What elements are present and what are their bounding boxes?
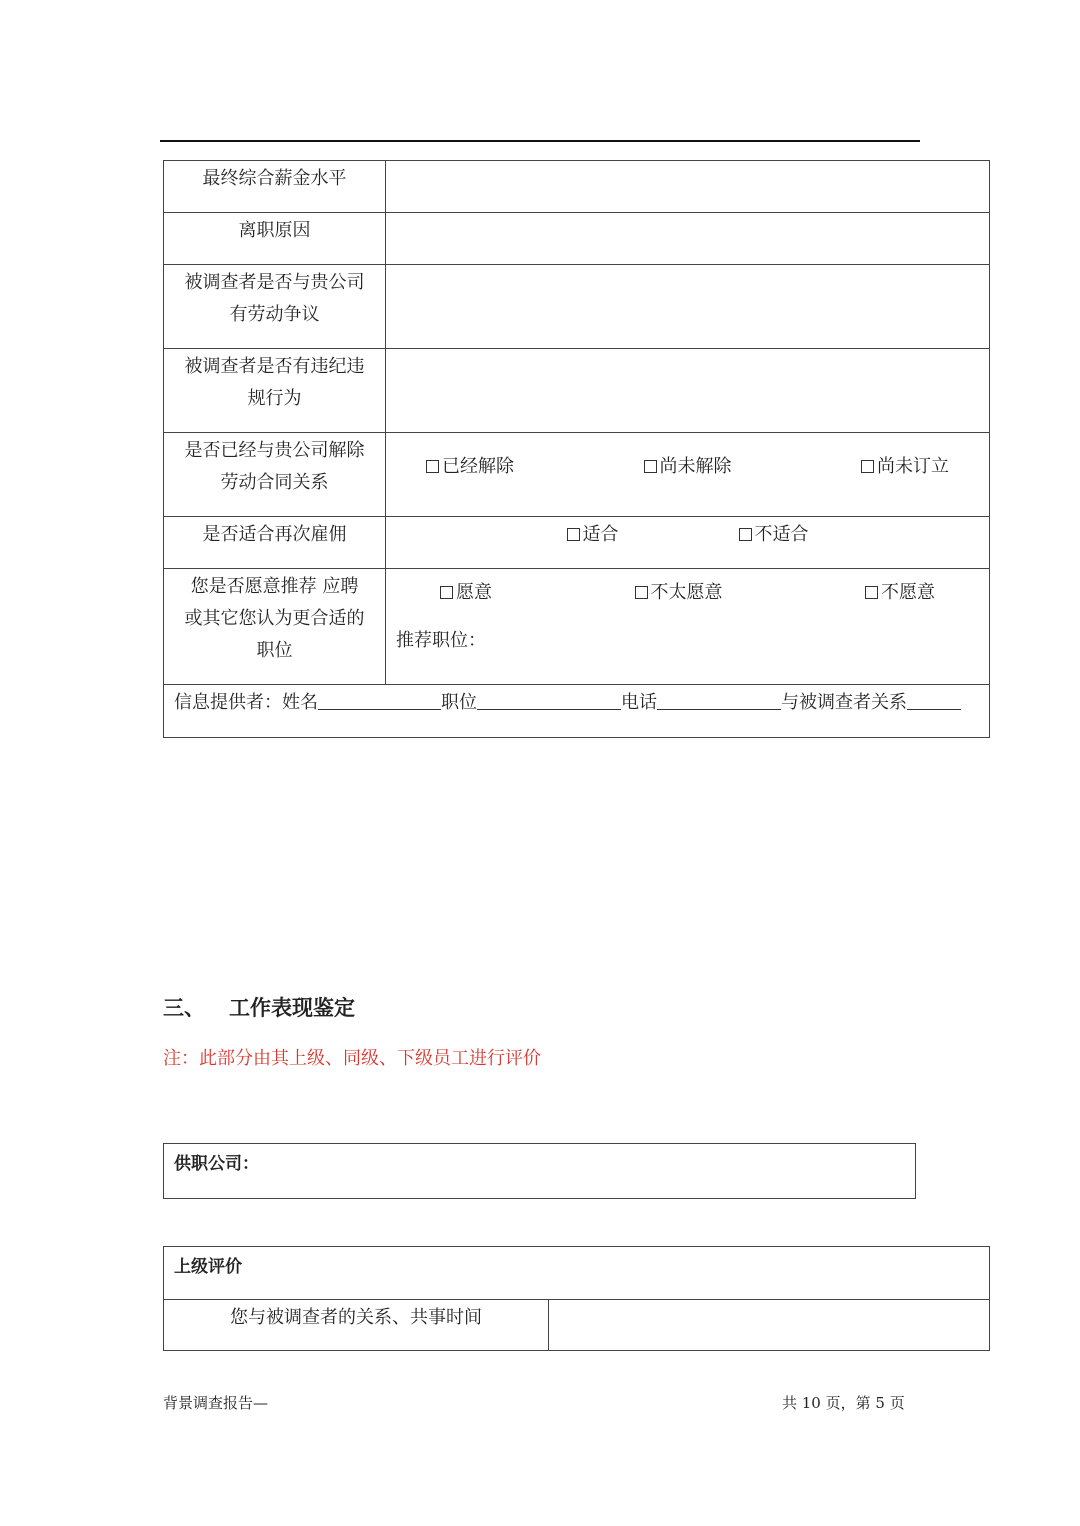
reference-check-table [163,160,990,738]
company-table [163,1143,916,1199]
info-name-field[interactable] [318,689,441,710]
footer-title: 背景调查报告— [163,1394,269,1412]
checkbox-icon[interactable] [861,460,874,473]
label-labor-dispute: 被调查者是否与贵公司 有劳动争议 [164,265,386,349]
recommend-position-label: 推荐职位： [396,630,486,651]
section-note: 注：此部分由其上级、同级、下级员工进行评价 [163,1048,541,1069]
page-number: 共 10 页，第 5 页 [782,1394,905,1412]
label-violation: 被调查者是否有违纪违 规行为 [164,349,386,433]
field-rehire [386,517,990,569]
section-title: 三、 工作表现鉴定 [163,996,355,1020]
info-position-field[interactable] [477,689,621,710]
field-relation-duration[interactable] [549,1300,990,1351]
company-field[interactable]: 供职公司： [164,1144,916,1199]
label-leave-reason: 离职原因 [164,213,386,265]
label-salary: 最终综合薪金水平 [164,161,386,213]
info-relation-field[interactable] [907,689,961,710]
label-recommend: 您是否愿意推荐 应聘 或其它您认为更合适的 职位 [164,569,386,685]
superior-evaluation-heading: 上级评价 [164,1247,990,1300]
label-contract-terminated: 是否已经与贵公司解除 劳动合同关系 [164,433,386,517]
label-rehire: 是否适合再次雇佣 [164,517,386,569]
field-labor-dispute[interactable] [386,265,990,349]
field-recommend [386,569,990,685]
option-willing[interactable]: 愿意 [440,577,492,609]
option-unwilling[interactable]: 不愿意 [865,577,935,609]
checkbox-icon[interactable] [567,528,580,541]
checkbox-icon[interactable] [865,586,878,599]
checkbox-icon[interactable] [644,460,657,473]
option-suitable[interactable]: 适合 [567,519,619,551]
info-phone-field[interactable] [657,689,781,710]
option-not-signed[interactable]: 尚未订立 [861,451,949,483]
header-rule [160,140,920,142]
option-terminated[interactable]: 已经解除 [426,451,514,483]
field-salary[interactable] [386,161,990,213]
checkbox-icon[interactable] [426,460,439,473]
checkbox-icon[interactable] [635,586,648,599]
label-relation-duration: 您与被调查者的关系、共事时间 [164,1300,549,1351]
field-leave-reason[interactable] [386,213,990,265]
info-provider-row: 信息提供者：姓名 职位 电话 与被调查者关系 [164,685,990,738]
field-contract-terminated [386,433,990,517]
checkbox-icon[interactable] [440,586,453,599]
option-not-terminated[interactable]: 尚未解除 [644,451,732,483]
option-not-suitable[interactable]: 不适合 [739,519,809,551]
option-less-willing[interactable]: 不太愿意 [635,577,723,609]
checkbox-icon[interactable] [739,528,752,541]
superior-evaluation-table [163,1246,990,1351]
field-violation[interactable] [386,349,990,433]
